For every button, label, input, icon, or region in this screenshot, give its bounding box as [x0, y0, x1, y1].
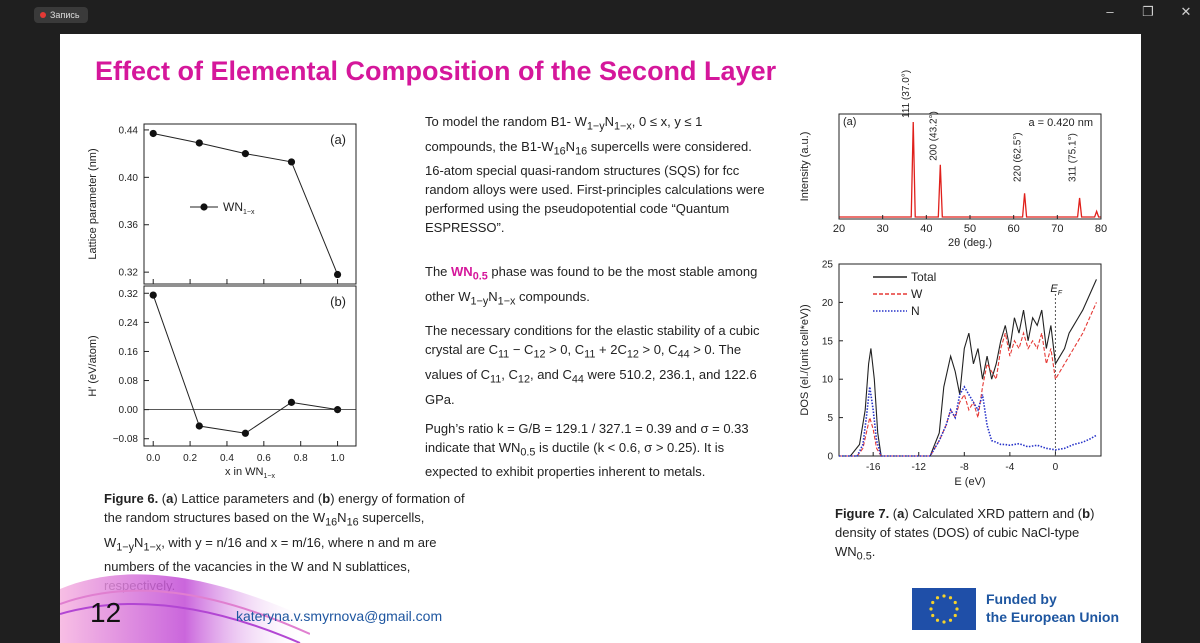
x-tick-label: 60 [1007, 223, 1020, 235]
y-tick-label: 25 [821, 259, 833, 271]
x-tick-label: 1.0 [330, 453, 345, 464]
data-point [334, 271, 341, 278]
eu-star-icon [931, 614, 934, 617]
y-tick-label: 0 [827, 451, 833, 463]
peak-label: 311 (75.1°) [1067, 133, 1079, 182]
y-tick-label: −0.08 [112, 434, 138, 446]
dos-series-n [839, 387, 1096, 456]
figure-7-svg [785, 69, 1115, 504]
y-tick-label: 0.24 [118, 317, 138, 329]
text-column [425, 112, 770, 481]
eu-star-icon [931, 601, 934, 604]
y-tick-label: 0.36 [118, 220, 138, 232]
y-tick-label: 20 [821, 297, 833, 309]
legend-label: W [911, 287, 923, 301]
restore-icon[interactable]: ❐ [1142, 4, 1154, 19]
paragraph-stable: The $WN_{0.5}$ phase was found to be the most stable among other $W_{1-y}N_{1-x}$ compounds. [425, 264, 758, 308]
eu-star-icon [949, 596, 952, 599]
figure-7-caption: Figure 7. (a) Calculated XRD pattern and (b) density of states (DOS) of cubic NaCl-type $WN_{0.5}$. [835, 506, 1095, 563]
xrd-frame [839, 114, 1101, 219]
data-point [150, 291, 157, 298]
close-icon[interactable]: ✕ [1180, 4, 1192, 19]
x-axis-label: 2θ (deg.) [947, 237, 993, 249]
funding-line-2: the European Union [986, 609, 1119, 625]
peak-label: 200 (43.2°) [928, 111, 940, 161]
eu-star-icon [942, 620, 945, 623]
record-label: Запись [50, 10, 80, 20]
slide-title: Effect of Elemental Composition of the Second Layer [95, 56, 777, 86]
y-tick-label: 5 [827, 413, 833, 425]
eu-flag-icon [912, 588, 976, 630]
y-axis-label: H′ (eV/atom) [87, 335, 99, 397]
dos-series-total [839, 279, 1096, 456]
peak-label: 111 (37.0°) [901, 69, 913, 118]
data-point [196, 422, 203, 429]
x-axis-label: x in $WN_{1-x}$ [225, 466, 275, 480]
y-tick-label: 10 [821, 374, 833, 386]
paragraph-elastic: The necessary conditions for the elastic stability of a cubic crystal are $C_{11} - C_{12} > 0$, $C_{11} + 2C_{12} > 0$, $C_{44} > 0$. The values of $C_{11}$, $C_{12}$, and $C_{44}$ were 510.2, 236.1, and 122.6 GPa. [425, 323, 760, 407]
x-tick-label: 0.8 [293, 453, 308, 464]
y-axis-label: DOS (el./(unit cell*eV)) [799, 304, 811, 416]
window-title-bar [0, 0, 1200, 34]
series-line-b [153, 295, 337, 433]
peak-label: 220 (62.5°) [1012, 132, 1024, 182]
x-tick-label: 50 [963, 223, 977, 235]
plot-frame-b [144, 286, 356, 446]
panel-label: (a) [843, 116, 857, 128]
y-axis-label: Lattice parameter (nm) [87, 148, 99, 260]
figure-6-caption: Figure 6. (a) Lattice parameters and (b) energy of formation of the random structures based on the $W_{16}N_{16}$ supercells, $W_{1-y}N_{1-x}$, with y = n/16 and x = m/16, where n and m are numbers of the vacancies in the W and N sublattices, [104, 491, 465, 575]
y-tick-label: 0.00 [118, 405, 138, 417]
funding-line-1: Funded by [986, 591, 1057, 607]
x-tick-label: -8 [959, 462, 969, 473]
paragraph-model: To model the random B1- $W_{1-y}N_{1-x}$, 0 ≤ x, y ≤ 1 compounds, the $B1-W_{16}N_{16}$ supercells were considered. 16-atom special quasi-random structures (SQS) for fcc random alloys were used. First-principles calculations were performed using the pseudopotential code “Quantum ESPRESSO”. [425, 114, 765, 236]
paragraph-pugh: Pugh’s ratio k = G/B = 129.1 / 327.1 = 0.39 and σ = 0.33 indicate that $WN_{0.5}$ is ductile (k < 0.6, σ > 0.25). It is expected to exhibit properties inherent to metals. [425, 420, 749, 480]
eu-star-icon [955, 607, 958, 610]
y-axis-label: Intensity (a.u.) [799, 131, 811, 202]
y-tick-label: 15 [821, 336, 833, 348]
eu-star-icon [942, 594, 945, 597]
legend-label: Total [911, 270, 937, 284]
x-tick-label: -12 [911, 462, 926, 473]
x-tick-label: 30 [876, 223, 889, 235]
y-tick-label: 0.40 [118, 172, 138, 184]
record-dot-icon [40, 12, 46, 18]
data-point [288, 158, 295, 165]
x-tick-label: 0.6 [256, 453, 271, 464]
eu-star-icon [936, 596, 939, 599]
data-point [150, 130, 157, 137]
y-tick-label: 0.44 [118, 125, 138, 137]
x-tick-label: 0.0 [146, 453, 161, 464]
x-tick-label: -4 [1005, 462, 1015, 473]
x-tick-label: 0.2 [183, 453, 198, 464]
page-number: 12 [90, 597, 122, 628]
email-link[interactable]: kateryna.v.smyrnova@gmail.com [236, 608, 443, 624]
legend-marker [200, 203, 207, 210]
x-tick-label: 20 [832, 223, 846, 235]
figure-6-svg [60, 104, 380, 494]
y-tick-label: 0.08 [118, 376, 138, 388]
x-axis-label: E (eV) [954, 476, 986, 488]
plot-frame-a [144, 124, 356, 284]
x-tick-label: 0.4 [220, 453, 234, 464]
eu-star-icon [954, 601, 957, 604]
x-tick-label: 0 [1052, 462, 1059, 473]
record-button[interactable] [34, 7, 88, 23]
funding-text [986, 590, 1119, 626]
legend-label: $WN_{1-x}$ [223, 200, 255, 216]
data-point [288, 399, 295, 406]
panel-label: (a) [330, 132, 346, 147]
eu-star-icon [936, 619, 939, 622]
xrd-pattern [839, 122, 1101, 217]
y-tick-label: 0.32 [118, 288, 138, 300]
y-tick-label: 0.16 [118, 346, 138, 358]
eu-star-icon [949, 619, 952, 622]
fermi-label: $E_F$ [1050, 283, 1063, 297]
x-tick-label: 80 [1094, 223, 1108, 235]
minimize-icon[interactable]: – [1106, 4, 1114, 19]
data-point [242, 150, 249, 157]
data-point [242, 430, 249, 437]
x-tick-label: -16 [865, 462, 881, 473]
xrd-annotation: a = 0.420 nm [1028, 117, 1093, 129]
x-tick-label: 40 [920, 223, 933, 235]
eu-star-icon [954, 614, 957, 617]
slide [60, 34, 1141, 643]
eu-star-icon [929, 607, 932, 610]
y-tick-label: 0.32 [118, 267, 138, 279]
panel-label: (b) [330, 294, 346, 309]
x-tick-label: 70 [1051, 223, 1064, 235]
legend-label: N [911, 304, 920, 318]
data-point [196, 139, 203, 146]
